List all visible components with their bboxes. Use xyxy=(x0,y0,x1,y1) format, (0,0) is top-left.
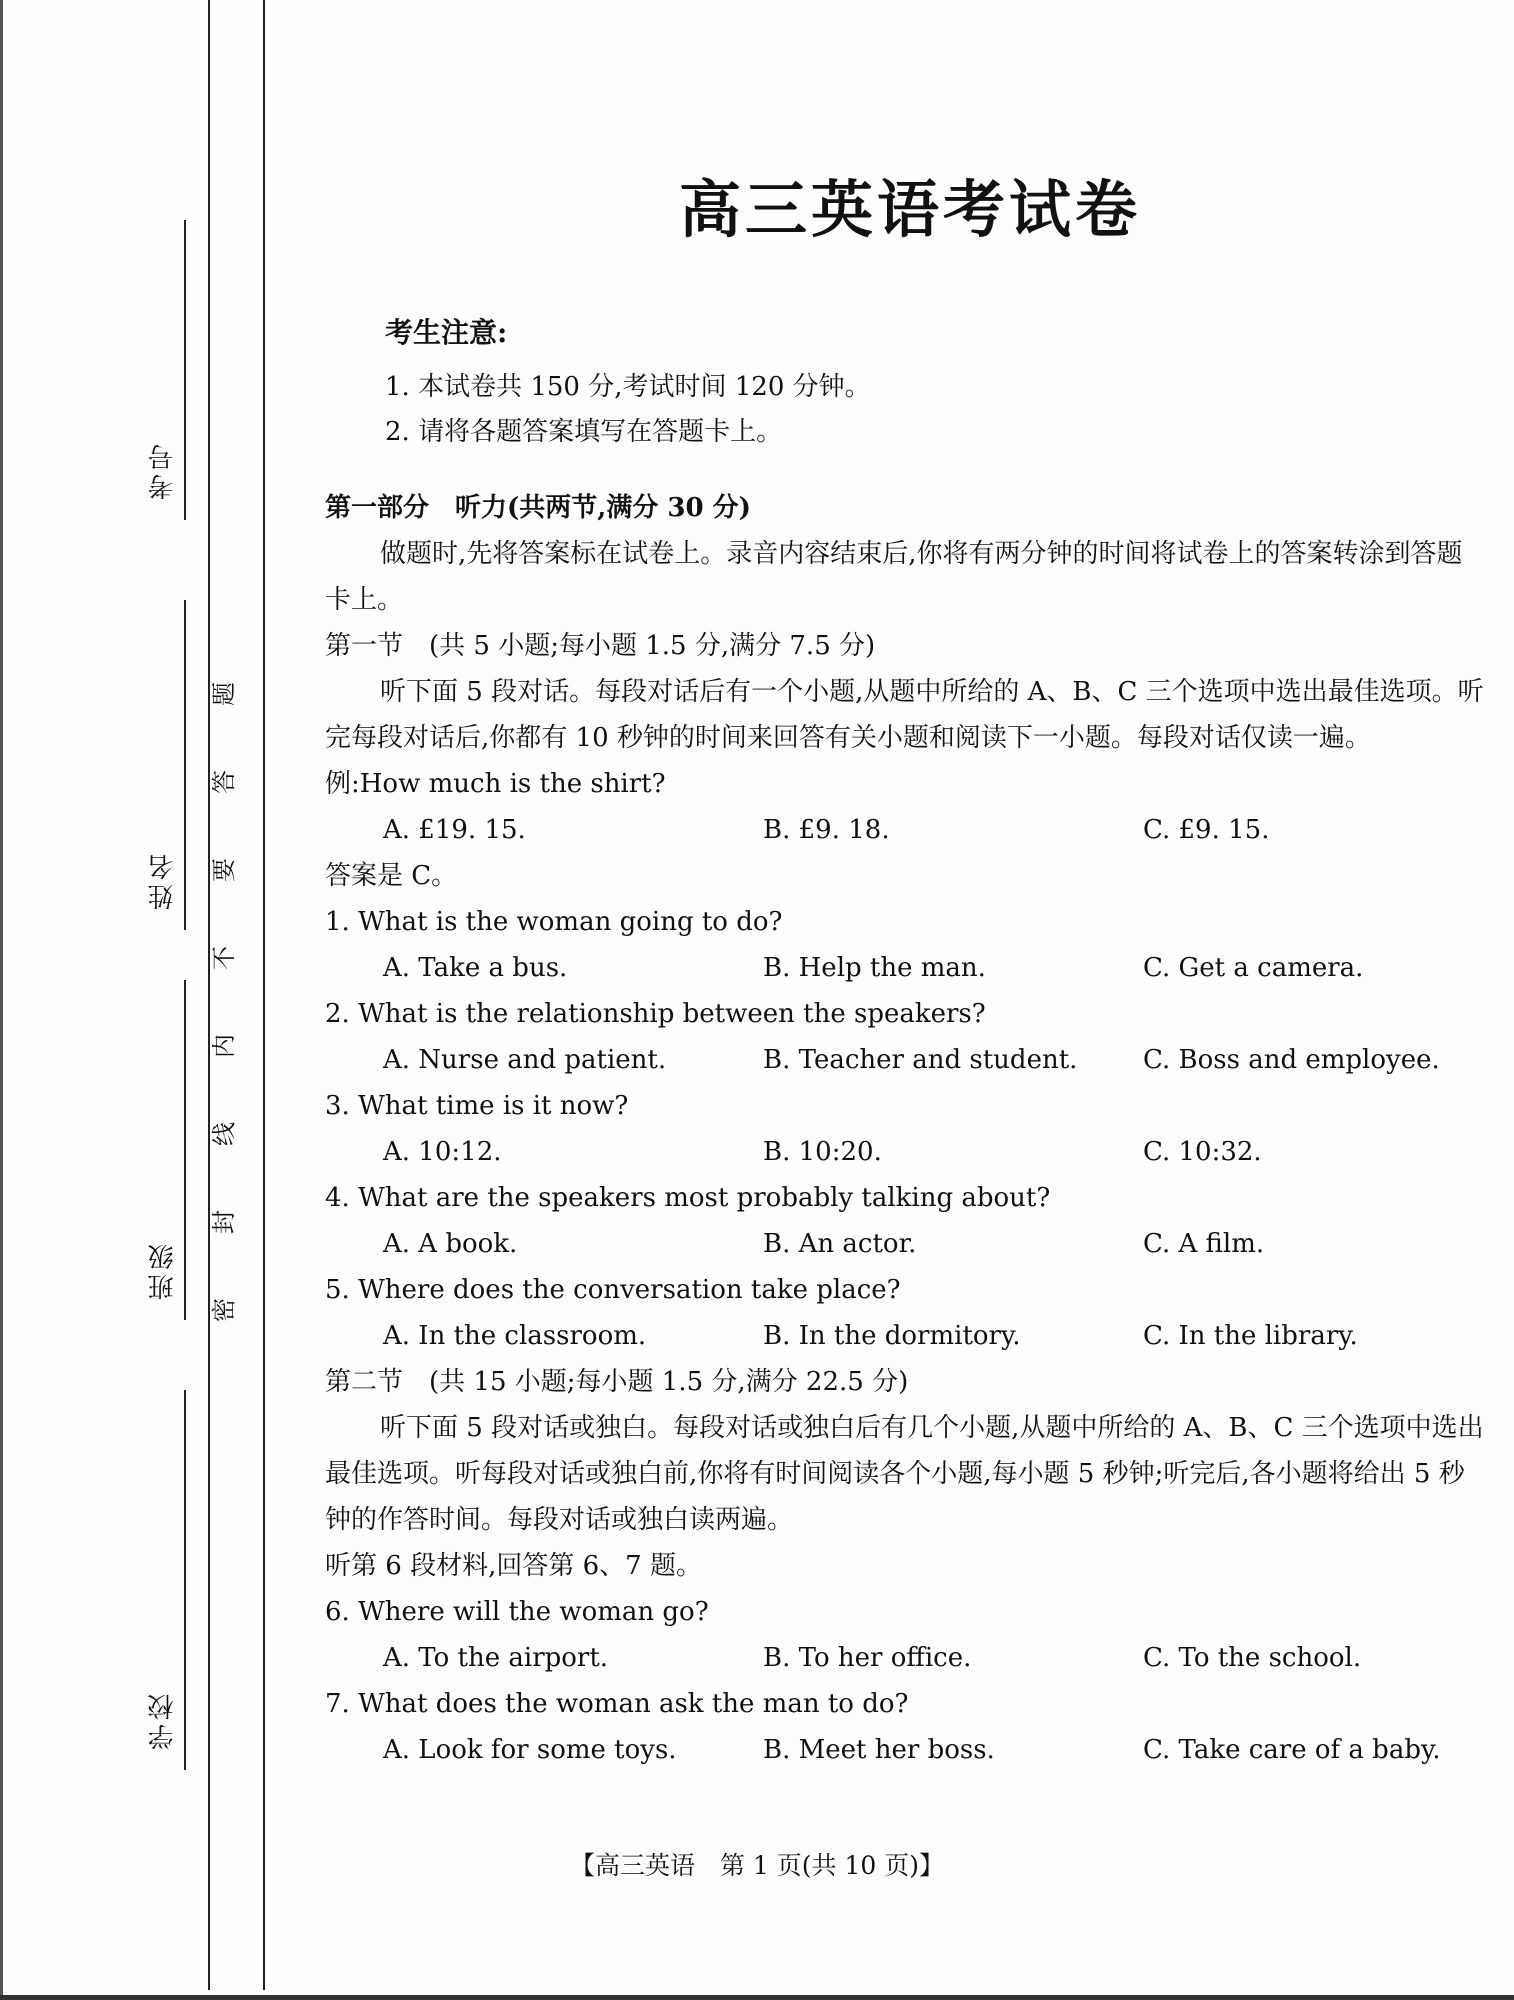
question-6: 6. Where will the woman go? xyxy=(325,1597,709,1627)
option: B. Teacher and student. xyxy=(763,1045,1078,1075)
option: B. 10:20. xyxy=(763,1137,882,1167)
option: C. Boss and employee. xyxy=(1143,1045,1440,1075)
notice-item: 1. 本试卷共 150 分,考试时间 120 分钟。 xyxy=(385,372,871,402)
question-3: 3. What time is it now? xyxy=(325,1091,629,1121)
notice-item: 2. 请将各题答案填写在答题卡上。 xyxy=(385,417,783,447)
question-4: 4. What are the speakers most probably talking about? xyxy=(325,1183,1051,1213)
class-field[interactable]: 班级 xyxy=(140,1240,184,1300)
question-3-options xyxy=(325,1129,1485,1175)
option: B. Meet her boss. xyxy=(763,1735,995,1765)
exam-content xyxy=(325,485,1485,1773)
part1-heading: 第一部分 听力(共两节,满分 30 分) xyxy=(325,493,751,523)
seal-line-notice: 题 答 要 不 内 线 封 密 xyxy=(210,682,238,1322)
option: C. £9. 15. xyxy=(1143,815,1270,845)
question-5: 5. Where does the conversation take place? xyxy=(325,1275,901,1305)
example-question: 例:How much is the shirt? xyxy=(325,769,666,799)
part1-instructions: 做题时,先将答案标在试卷上。录音内容结束后,你将有两分钟的时间将试卷上的答案转涂到答题卡上。 xyxy=(325,539,1463,615)
option: B. £9. 18. xyxy=(763,815,890,845)
option: B. In the dormitory. xyxy=(763,1321,1021,1351)
page-title: 高三英语考试卷 xyxy=(678,173,1141,246)
option: C. A film. xyxy=(1143,1229,1265,1259)
section2-heading: 第二节 (共 15 小题;每小题 1.5 分,满分 22.5 分) xyxy=(325,1367,909,1397)
option: C. In the library. xyxy=(1143,1321,1358,1351)
section2-instructions: 听下面 5 段对话或独白。每段对话或独白后有几个小题,从题中所给的 A、B、C 三个选项中选出最佳选项。听每段对话或独白前,你将有时间阅读各个小题,每小题 5 秒钟;听完后,各小题将给出 5 秒钟的作答时间。每段对话或独白读两遍。 xyxy=(325,1413,1484,1535)
option: B. An actor. xyxy=(763,1229,917,1259)
question-4-options xyxy=(325,1221,1485,1267)
section1-instructions: 听下面 5 段对话。每段对话后有一个小题,从题中所给的 A、B、C 三个选项中选出最佳选项。听完每段对话后,你都有 10 秒钟的时间来回答有关小题和阅读下一小题。每段对话仅读一遍。 xyxy=(325,677,1484,753)
question-1-options xyxy=(325,945,1485,991)
name-field[interactable]: 姓名 xyxy=(140,850,184,910)
option: B. To her office. xyxy=(763,1643,972,1673)
option: A. Nurse and patient. xyxy=(383,1045,667,1075)
option: B. Help the man. xyxy=(763,953,986,983)
page-edge-left xyxy=(0,0,3,2000)
option: A. To the airport. xyxy=(383,1643,609,1673)
question-2: 2. What is the relationship between the speakers? xyxy=(325,999,986,1029)
question-2-options xyxy=(325,1037,1485,1083)
question-5-options xyxy=(325,1313,1485,1359)
option: C. To the school. xyxy=(1143,1643,1362,1673)
notice-heading: 考生注意: xyxy=(385,316,508,349)
page-footer: 【高三英语 第 1 页(共 10 页)】 xyxy=(569,1851,944,1880)
option: A. 10:12. xyxy=(383,1137,502,1167)
option: A. In the classroom. xyxy=(383,1321,647,1351)
option: C. 10:32. xyxy=(1143,1137,1262,1167)
question-7-options xyxy=(325,1727,1485,1773)
page-edge-bottom xyxy=(0,1995,1514,2000)
option: C. Take care of a baby. xyxy=(1143,1735,1441,1765)
section1-heading: 第一节 (共 5 小题;每小题 1.5 分,满分 7.5 分) xyxy=(325,631,876,661)
option: A. £19. 15. xyxy=(383,815,526,845)
material-note: 听第 6 段材料,回答第 6、7 题。 xyxy=(325,1551,702,1581)
option: A. Take a bus. xyxy=(383,953,568,983)
question-1: 1. What is the woman going to do? xyxy=(325,907,783,937)
candidate-notice xyxy=(385,310,871,455)
option: C. Get a camera. xyxy=(1143,953,1364,983)
option: A. Look for some toys. xyxy=(383,1735,677,1765)
question-6-options xyxy=(325,1635,1485,1681)
question-7: 7. What does the woman ask the man to do? xyxy=(325,1689,909,1719)
example-options xyxy=(325,807,1485,853)
example-answer: 答案是 C。 xyxy=(325,861,458,891)
binding-strip xyxy=(140,210,190,1770)
exam-number-field[interactable]: 考号 xyxy=(140,440,184,500)
school-field[interactable]: 学校 xyxy=(140,1690,184,1750)
binding-line-outer xyxy=(208,0,210,1990)
option: A. A book. xyxy=(383,1229,518,1259)
